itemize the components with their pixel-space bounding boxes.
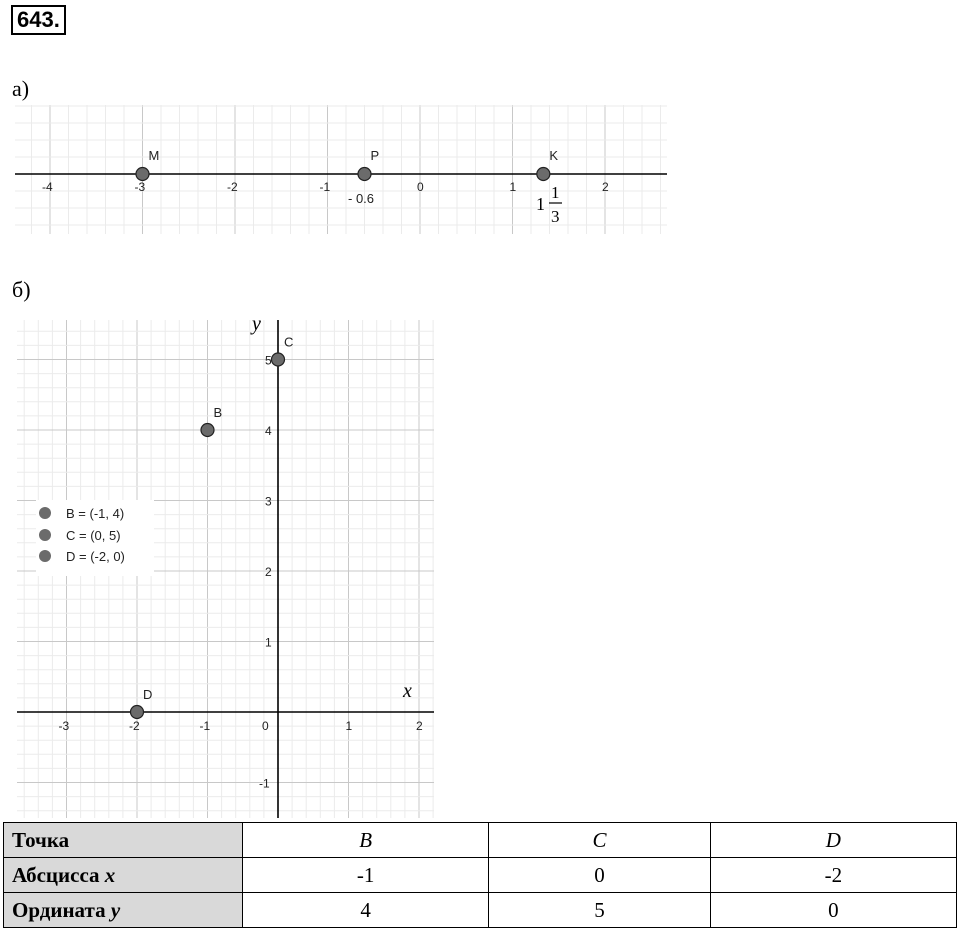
- point-p-label: P: [370, 148, 380, 163]
- table-cell: 4: [243, 893, 489, 928]
- table-header-cell: C: [489, 823, 710, 858]
- legend-item-c: C = (0, 5): [66, 528, 121, 543]
- table-cell: 0: [489, 858, 710, 893]
- x-tick-label: -3: [58, 719, 70, 733]
- points-legend: [36, 500, 154, 576]
- plane-points: [131, 335, 294, 719]
- number-line: [15, 105, 667, 234]
- point-m: [136, 168, 149, 181]
- point-k-value-whole: 1: [536, 194, 545, 214]
- legend-marker-c: [39, 529, 51, 541]
- table-header-cell: B: [243, 823, 489, 858]
- y-axis-label: y: [252, 313, 261, 335]
- part-a-label: а): [12, 76, 30, 101]
- table-row: [4, 893, 957, 928]
- x-tick-label: 0: [262, 719, 269, 733]
- legend-item-b: B = (-1, 4): [66, 506, 125, 521]
- legend-marker-d: [39, 550, 51, 562]
- table-cell: -2: [710, 858, 956, 893]
- x-tick-label: -1: [199, 719, 211, 733]
- point-c-label: C: [284, 334, 294, 350]
- point-b: [201, 424, 214, 437]
- point-k-value-denominator: 3: [551, 207, 560, 226]
- x-tick-label: 1: [345, 719, 353, 733]
- point-d: [131, 706, 144, 719]
- table-cell: 0: [710, 893, 956, 928]
- table-row-label: [4, 858, 243, 893]
- table-cell: -1: [243, 858, 489, 893]
- tick-label: -4: [42, 180, 53, 194]
- point-b-label: B: [213, 405, 223, 420]
- x-tick-label: -2: [129, 719, 140, 733]
- table-header-cell: D: [710, 823, 956, 858]
- tick-label: 1: [509, 180, 517, 194]
- point-c: [272, 353, 285, 366]
- legend-item-d: D = (-2, 0): [66, 549, 125, 564]
- tick-label: -1: [319, 180, 331, 194]
- table-row-label: [4, 893, 243, 928]
- tick-label: 0: [417, 180, 424, 194]
- x-tick-label: 2: [416, 719, 423, 733]
- point-k: [537, 168, 550, 181]
- point-p-value-label: - 0.6: [348, 191, 375, 206]
- part-b-label: б): [12, 277, 31, 302]
- table-header-label: Точка: [4, 823, 243, 858]
- x-axis-label: x: [403, 680, 412, 702]
- number-line-tick-labels: [42, 180, 609, 194]
- point-k-value-numerator: 1: [551, 183, 560, 202]
- table-cell: 5: [489, 893, 710, 928]
- point-d-label: D: [143, 687, 153, 702]
- y-tick-label: 3: [265, 494, 272, 509]
- row-label-variable: y: [110, 897, 121, 922]
- y-tick-label: -1: [259, 776, 270, 791]
- number-line-points: [136, 148, 558, 181]
- table-row: [4, 858, 957, 893]
- number-line-grid: [15, 105, 667, 234]
- row-label-text: Абсцисса: [12, 862, 105, 887]
- row-label-variable: x: [104, 862, 116, 887]
- problem-number: 643.: [11, 5, 66, 35]
- y-tick-label: 1: [265, 635, 272, 650]
- legend-marker-b: [39, 507, 51, 519]
- coordinates-table: [3, 822, 957, 928]
- y-tick-label: 2: [265, 565, 272, 579]
- coordinate-plane: [17, 313, 434, 818]
- y-tick-label: 5: [265, 353, 272, 368]
- point-p: [358, 168, 371, 181]
- row-label-text: Ордината: [12, 897, 111, 922]
- y-tick-label: 4: [265, 424, 272, 438]
- tick-label: 2: [602, 180, 609, 194]
- tick-label: -3: [134, 180, 146, 194]
- point-k-label: K: [549, 148, 559, 163]
- tick-label: -2: [227, 180, 238, 194]
- point-m-label: M: [148, 148, 160, 163]
- table-row: [4, 823, 957, 858]
